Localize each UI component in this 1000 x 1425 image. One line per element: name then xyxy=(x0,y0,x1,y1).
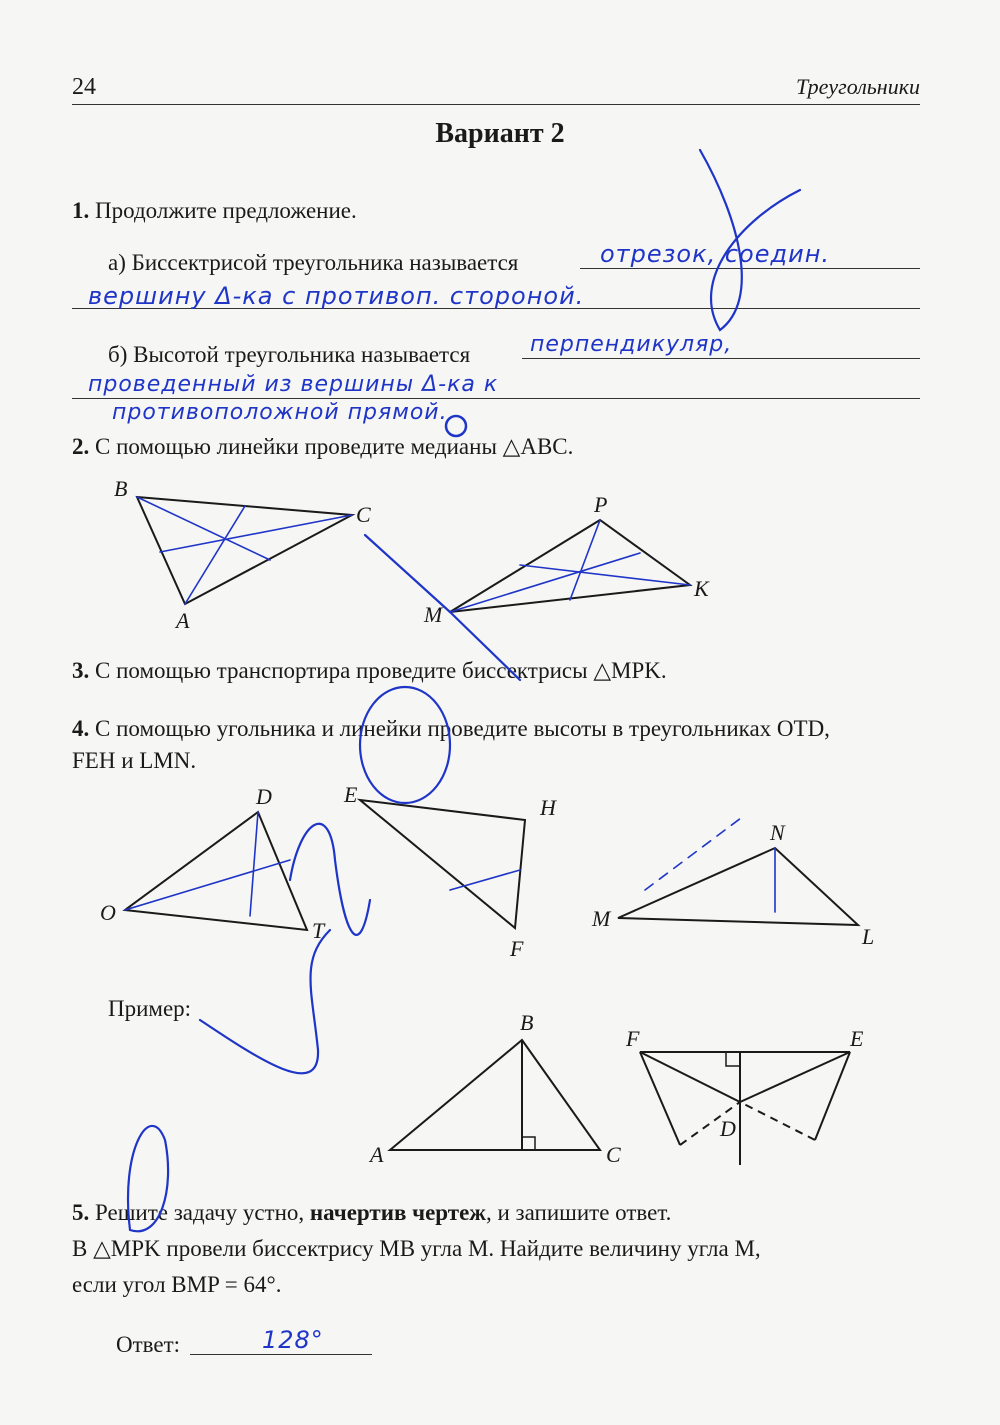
task5-text-bold: начертив чертеж xyxy=(309,1200,486,1225)
triangle-otd xyxy=(125,812,307,930)
task5-line3: если угол BMP = 64°. xyxy=(72,1272,282,1297)
task1-a-answer-2: вершину Δ-ка с противоп. стороной. xyxy=(88,282,585,310)
task5-text-pre: Решите задачу устно, xyxy=(95,1200,305,1225)
label-ex1-b: B xyxy=(520,1010,534,1035)
label-ex1-c: C xyxy=(606,1142,621,1167)
task4-number: 4. xyxy=(72,716,90,741)
answer-value: 128° xyxy=(262,1326,324,1354)
label-ex1-a: A xyxy=(370,1142,384,1167)
triangle-lmn xyxy=(618,848,858,925)
label-mpk-m: M xyxy=(424,602,443,627)
task1-b-answer-1: перпендикуляр, xyxy=(530,332,733,357)
label-otd-d: D xyxy=(256,784,272,809)
label-mpk-k: K xyxy=(694,576,709,601)
label-mpk-p: P xyxy=(594,492,608,517)
task2-number: 2. xyxy=(72,434,90,459)
label-ex2-f: F xyxy=(626,1026,640,1051)
page-number: 24 xyxy=(72,74,96,100)
task1-a-label: а) Биссектрисой треугольника называется xyxy=(108,250,519,275)
task5-line2: В △MPK провели биссектрису MB угла M. Найдите величину угла M, xyxy=(72,1236,761,1261)
label-abc-c: C xyxy=(356,502,371,527)
label-lmn-l: L xyxy=(862,924,875,949)
label-otd-o: O xyxy=(100,900,116,925)
label-lmn-m: M xyxy=(592,906,611,931)
task3-number: 3. xyxy=(72,658,90,683)
label-ex2-e: E xyxy=(850,1026,864,1051)
task1-number: 1. xyxy=(72,198,90,223)
label-abc-b: B xyxy=(114,476,128,501)
label-feh-h: H xyxy=(540,795,556,820)
variant-title: Вариант 2 xyxy=(435,118,565,149)
task5-number: 5. xyxy=(72,1200,90,1225)
label-feh-f: F xyxy=(510,936,524,961)
answer-label: Ответ: xyxy=(116,1332,181,1357)
task1-a-answer-1: отрезок, соедин. xyxy=(600,240,831,268)
task3-text: С помощью транспортира проведите биссектрисы △MPK. xyxy=(95,658,667,683)
triangle-feh xyxy=(360,800,525,928)
task5-text-post: , и запишите ответ. xyxy=(485,1200,672,1225)
task1-b-label: б) Высотой треугольника называется xyxy=(108,342,471,367)
label-ex2-d: D xyxy=(720,1116,736,1141)
label-feh-e: E xyxy=(344,782,358,807)
example-label: Пример: xyxy=(108,996,192,1021)
task1-text: Продолжите предложение. xyxy=(95,198,357,223)
triangle-example-2 xyxy=(640,1052,850,1102)
task2-text: С помощью линейки проведите медианы △ABC. xyxy=(95,434,574,459)
section-title: Треугольники xyxy=(795,74,920,99)
label-abc-a: A xyxy=(176,608,190,633)
label-otd-t: T xyxy=(312,918,325,943)
triangle-example-1 xyxy=(390,1040,600,1150)
task4-text-1: С помощью угольника и линейки проведите высоты в треугольниках OTD, xyxy=(95,716,830,741)
label-lmn-n: N xyxy=(770,820,785,845)
task1-b-answer-2: проведенный из вершины Δ-ка к xyxy=(88,372,499,397)
task4-text-2: FEH и LMN. xyxy=(72,748,197,773)
task1-b-answer-3: противоположной прямой. xyxy=(112,400,448,425)
